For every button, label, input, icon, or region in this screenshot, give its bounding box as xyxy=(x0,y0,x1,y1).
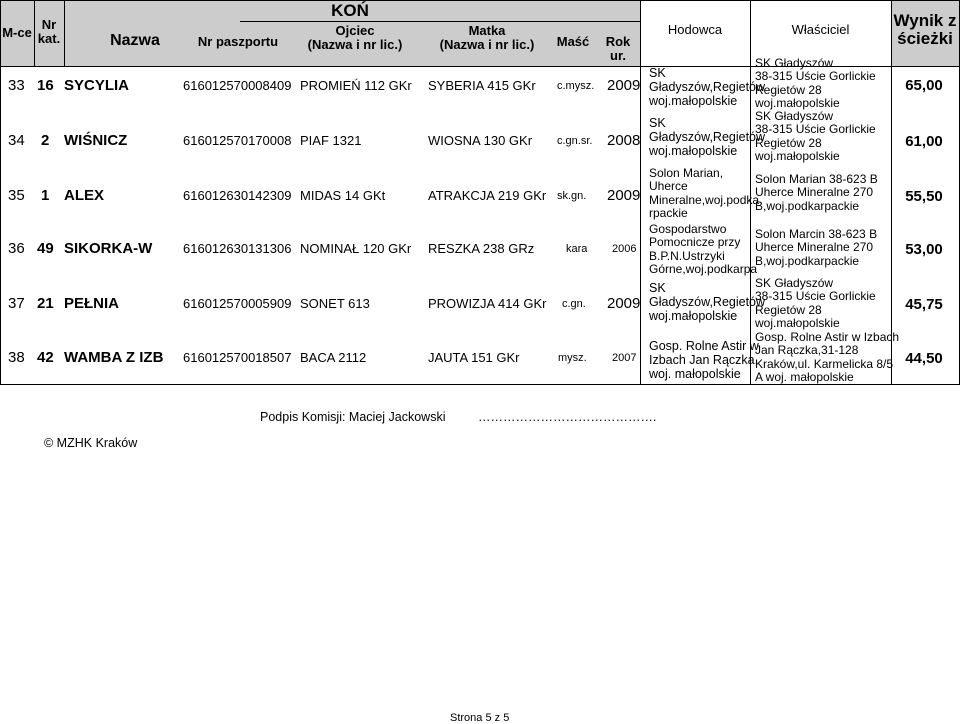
cell-wlasciciel xyxy=(755,331,899,385)
copyright-text: © MZHK Kraków xyxy=(44,436,138,450)
cell-paszport: 616012570018507 xyxy=(183,350,292,365)
header-ojciec xyxy=(290,24,420,51)
hodowca-line: Pomocnicze przy xyxy=(649,235,741,250)
cell-wlasciciel xyxy=(755,57,876,111)
hodowca-line: Uherce xyxy=(649,179,688,194)
cell-wynik: 45,75 xyxy=(905,296,943,313)
cell-nazwa: SYCYLIA xyxy=(64,77,130,94)
cell-ojciec: SONET 613 xyxy=(300,296,370,311)
cell-hodowca xyxy=(649,116,765,158)
hodowca-line: Solon Marian, xyxy=(649,166,724,180)
wlasciciel-line: Regietów 28 xyxy=(755,82,822,97)
cell-nazwa: WIŚNICZ xyxy=(64,132,128,149)
hodowca-line: Gospodarstwo xyxy=(649,222,727,236)
header-nr-paszportu: Nr paszportu xyxy=(197,34,279,49)
cell-nr: 49 xyxy=(37,240,54,257)
cell-paszport: 616012630131306 xyxy=(183,241,292,256)
header-hodowca: Hodowca xyxy=(667,22,723,37)
wlasciciel-line: Regietów 28 xyxy=(755,135,822,150)
header-matka-line2: (Nazwa i nr lic.) xyxy=(439,36,535,52)
col-line-2 xyxy=(64,0,65,66)
cell-nr: 2 xyxy=(41,132,50,149)
cell-mce: 37 xyxy=(8,295,25,312)
cell-masc: c.mysz. xyxy=(557,80,595,92)
header-nr-kat-line2: kat. xyxy=(37,30,61,46)
cell-hodowca xyxy=(649,281,765,323)
wlasciciel-line: Kraków,ul. Karmelicka 8/5 xyxy=(755,356,894,371)
hodowca-line: SK xyxy=(649,66,666,80)
cell-wlasciciel xyxy=(755,173,878,213)
hodowca-line: Gładyszów,Regietów xyxy=(649,295,766,309)
wlasciciel-line: Regietów 28 xyxy=(755,302,822,317)
header-ojciec-line2: (Nazwa i nr lic.) xyxy=(307,36,403,52)
cell-ojciec: NOMINAŁ 120 GKr xyxy=(300,241,412,256)
hodowca-line: Gładyszów,Regietów xyxy=(649,130,766,144)
hodowca-line: woj.małopolskie xyxy=(649,144,738,158)
cell-ojciec: PIAF 1321 xyxy=(300,133,362,148)
cell-masc: kara xyxy=(566,243,588,255)
wlasciciel-line: A woj. małopolskie xyxy=(755,370,854,385)
wlasciciel-line: Uherce Mineralne 270 xyxy=(755,240,874,255)
header-matka-line1: Matka xyxy=(468,23,506,38)
cell-wlasciciel xyxy=(755,277,876,331)
hodowca-line: Górne,woj.podkarpa xyxy=(649,262,758,277)
header-wynik-line2: ścieżki xyxy=(897,28,953,48)
cell-nazwa: ALEX xyxy=(64,187,105,204)
cell-matka: RESZKA 238 GRz xyxy=(428,241,535,256)
table-top-border xyxy=(0,0,960,1)
hodowca-line: woj.małopolskie xyxy=(649,309,738,323)
header-wlasciciel: Właściciel xyxy=(791,22,850,37)
header-wynik-line1: Wynik z xyxy=(893,11,957,30)
signature-line: ……………………………………. xyxy=(478,410,657,424)
cell-nr: 42 xyxy=(37,349,54,366)
header-nr-kat xyxy=(34,18,64,45)
cell-hodowca xyxy=(649,223,757,277)
cell-ojciec: PROMIEŃ 112 GKr xyxy=(300,78,412,93)
cell-nazwa: WAMBA Z IZB xyxy=(64,349,164,366)
cell-wynik: 65,00 xyxy=(905,77,943,94)
cell-masc: c.gn.sr. xyxy=(557,135,593,147)
hodowca-line: Izbach Jan Rączka, xyxy=(649,353,759,367)
cell-matka: ATRAKCJA 219 GKr xyxy=(428,188,547,203)
cell-rok: 2006 xyxy=(612,243,637,255)
cell-masc: sk.gn. xyxy=(557,190,587,202)
page-number: Strona 5 z 5 xyxy=(450,712,510,724)
cell-hodowca xyxy=(649,66,765,108)
cell-mce: 36 xyxy=(8,240,25,257)
cell-wlasciciel xyxy=(755,228,877,268)
wlasciciel-line: woj.małopolskie xyxy=(755,149,840,164)
cell-wynik: 44,50 xyxy=(905,350,943,367)
cell-mce: 35 xyxy=(8,187,25,204)
cell-paszport: 616012630142309 xyxy=(183,188,292,203)
hodowca-line: SK xyxy=(649,116,666,130)
cell-nazwa: SIKORKA-W xyxy=(64,240,153,257)
cell-paszport: 616012570005909 xyxy=(183,296,292,311)
wlasciciel-line: SK Gładyszów xyxy=(755,276,834,290)
header-masc: Maść xyxy=(556,34,590,49)
cell-matka: JAUTA 151 GKr xyxy=(428,350,520,365)
cell-paszport: 616012570170008 xyxy=(183,133,292,148)
wlasciciel-line: Solon Marcin 38-623 B xyxy=(755,227,878,241)
wlasciciel-line: woj.małopolskie xyxy=(755,316,840,331)
cell-masc: mysz. xyxy=(558,352,587,364)
wlasciciel-line: B,woj.podkarpackie xyxy=(755,253,860,268)
cell-masc: c.gn. xyxy=(562,298,586,310)
kon-group-underline xyxy=(240,21,640,22)
cell-ojciec: MIDAS 14 GKt xyxy=(300,188,386,203)
hodowca-line: SK xyxy=(649,281,666,295)
cell-hodowca xyxy=(649,167,759,221)
wlasciciel-line: 38-315 Uście Gorlickie xyxy=(755,289,876,304)
cell-wlasciciel xyxy=(755,110,876,164)
header-nazwa: Nazwa xyxy=(110,32,160,49)
cell-nr: 21 xyxy=(37,295,54,312)
cell-rok: 2009 xyxy=(607,77,641,94)
header-mce: M-ce xyxy=(2,25,32,40)
col-line-0 xyxy=(0,0,1,385)
hodowca-line: woj.małopolskie xyxy=(649,94,738,108)
hodowca-line: Gładyszów,Regietów xyxy=(649,80,766,94)
hodowca-line: woj. małopolskie xyxy=(649,367,741,381)
wlasciciel-line: B,woj.podkarpackie xyxy=(755,198,860,213)
cell-matka: WIOSNA 130 GKr xyxy=(428,133,533,148)
cell-hodowca xyxy=(649,339,759,381)
cell-wynik: 55,50 xyxy=(905,188,943,205)
wlasciciel-line: SK Gładyszów xyxy=(755,56,834,70)
cell-nr: 16 xyxy=(37,77,54,94)
wlasciciel-line: woj.małopolskie xyxy=(755,96,840,111)
header-matka xyxy=(422,24,552,51)
cell-matka: SYBERIA 415 GKr xyxy=(428,78,536,93)
hodowca-line: B.P.N.Ustrzyki xyxy=(649,248,725,263)
wlasciciel-line: Jan Rączka,31-128 xyxy=(755,343,859,358)
header-rok: Rok ur. xyxy=(605,34,631,63)
cell-rok: 2007 xyxy=(612,352,637,364)
wlasciciel-line: SK Gładyszów xyxy=(755,109,834,123)
cell-paszport: 616012570008409 xyxy=(183,78,292,93)
cell-rok: 2008 xyxy=(607,132,641,149)
hodowca-line: rpackie xyxy=(649,206,688,221)
cell-nazwa: PEŁNIA xyxy=(64,295,120,312)
cell-wynik: 53,00 xyxy=(905,241,943,258)
cell-nr: 1 xyxy=(41,187,50,204)
cell-ojciec: BACA 2112 xyxy=(300,350,367,365)
cell-mce: 34 xyxy=(8,132,25,149)
wlasciciel-line: Gosp. Rolne Astir w Izbach xyxy=(755,330,900,344)
cell-mce: 33 xyxy=(8,77,25,94)
header-kon: KOŃ xyxy=(331,1,369,20)
wlasciciel-line: 38-315 Uście Gorlickie xyxy=(755,122,876,137)
cell-rok: 2009 xyxy=(607,187,641,204)
header-nr-kat-line1: Nr xyxy=(41,17,57,32)
wlasciciel-line: Solon Marian 38-623 B xyxy=(755,172,878,186)
wlasciciel-line: Uherce Mineralne 270 xyxy=(755,185,874,200)
cell-mce: 38 xyxy=(8,349,25,366)
hodowca-line: Gosp. Rolne Astir w xyxy=(649,339,759,353)
cell-wynik: 61,00 xyxy=(905,133,943,150)
cell-rok: 2009 xyxy=(607,295,641,312)
header-wynik xyxy=(891,12,959,48)
cell-matka: PROWIZJA 414 GKr xyxy=(428,296,547,311)
signature-label: Podpis Komisji: Maciej Jackowski xyxy=(260,410,446,424)
wlasciciel-line: 38-315 Uście Gorlickie xyxy=(755,69,876,84)
hodowca-line: Mineralne,woj.podka xyxy=(649,192,760,207)
header-ojciec-line1: Ojciec xyxy=(335,23,375,38)
